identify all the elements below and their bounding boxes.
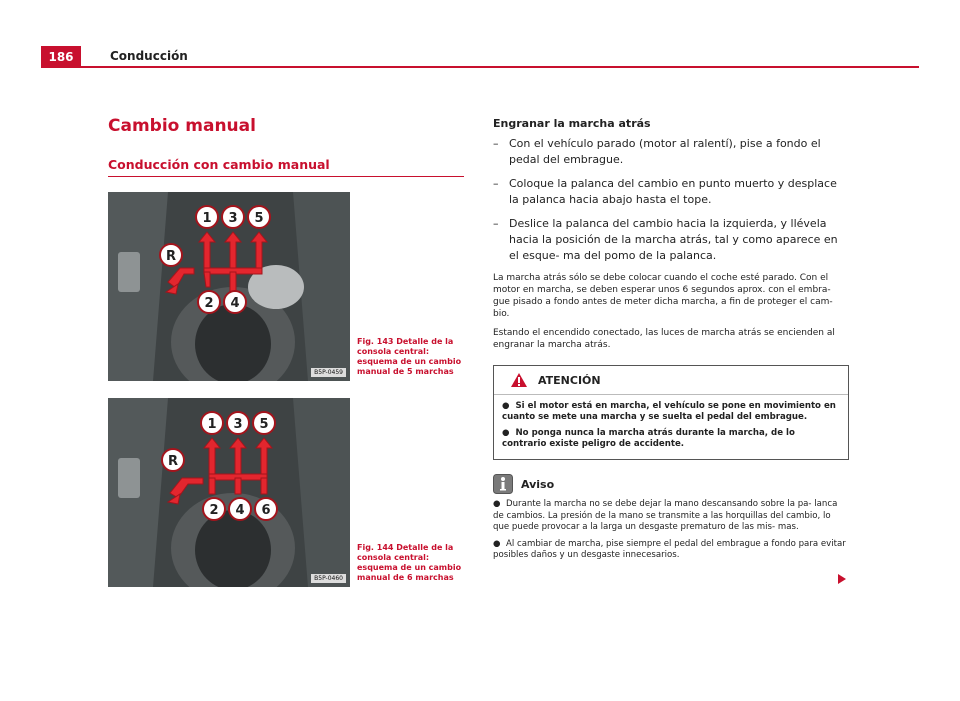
gear-label: 4 — [235, 503, 245, 518]
figure-gear-5speed — [108, 192, 350, 381]
note-item — [493, 539, 849, 562]
page-number: 186 — [41, 46, 81, 68]
gear-label: R — [165, 249, 177, 264]
gear-label: R — [167, 454, 179, 469]
warning-item-text: No ponga nunca la marcha atrás durante la marcha, de lo contrario existe peligro de accidente. — [502, 428, 795, 449]
body-paragraph: Estando el encendido conectado, las luces de marcha atrás se encienden al engranar la marcha atrás. — [493, 328, 835, 350]
step-item — [493, 136, 849, 168]
dash-marker: – — [493, 217, 499, 230]
step-item — [493, 216, 849, 264]
warning-body — [494, 395, 848, 459]
warning-title: ATENCIÓN — [538, 373, 601, 387]
section-subtitle: Conducción con cambio manual — [108, 157, 330, 172]
gear-label: 2 — [209, 503, 219, 518]
info-note-icon — [493, 474, 513, 494]
gear-label: 1 — [207, 417, 217, 432]
dash-marker: – — [493, 137, 499, 150]
figure-caption: Fig. 143 Detalle de la consola central: esquema de un cambio manual de 5 marchas — [357, 337, 462, 376]
note-title: Aviso — [521, 477, 555, 491]
reverse-heading: Engranar la marcha atrás — [493, 117, 651, 130]
warning-item — [502, 428, 840, 450]
bullet-marker: ● — [502, 401, 510, 411]
step-text: Con el vehículo parado (motor al ralentí), pise a fondo el pedal del embrague. — [509, 137, 821, 166]
bullet-marker: ● — [493, 499, 501, 509]
gearshift-5speed-illustration — [108, 192, 350, 381]
gearshift-6speed-illustration — [108, 398, 350, 587]
bullet-marker: ● — [493, 538, 501, 549]
gear-label: 6 — [261, 503, 271, 518]
note-item-text: Durante la marcha no se debe dejar la mano descansando sobre la pa- lanca de cambios. La presión de la mano se transmite a las horquillas del cambio, lo que puede provocar a la larga un desgaste prematuro de las mis- mas. — [493, 499, 838, 532]
subtitle-divider — [108, 176, 464, 177]
warning-item — [502, 401, 840, 423]
warning-header — [494, 366, 848, 395]
gear-label: 5 — [254, 211, 264, 226]
warning-item-text: Si el motor está en marcha, el vehículo se pone en movimiento en cuanto se mete una marcha y se suelta el pedal del embrague. — [502, 401, 836, 422]
note-item-text: Al cambiar de marcha, pise siempre el pedal del embrague a fondo para evitar posibles daños y un desgaste innecesarios. — [493, 538, 846, 560]
step-item — [493, 176, 849, 208]
gear-label: 3 — [228, 211, 238, 226]
gear-label: 1 — [202, 211, 212, 226]
gear-label: 4 — [230, 296, 240, 311]
step-text: Coloque la palanca del cambio en punto muerto y desplace la palanca hacia abajo hasta el tope. — [509, 177, 837, 206]
figure-caption: Fig. 144 Detalle de la consola central: esquema de un cambio manual de 6 marchas — [357, 543, 462, 582]
figure-code: B5P-0459 — [311, 368, 346, 377]
page-title: Cambio manual — [108, 116, 256, 136]
warning-box — [493, 365, 849, 460]
section-title: Conducción — [110, 49, 188, 63]
continue-arrow-icon — [838, 574, 846, 584]
dash-marker: – — [493, 177, 499, 190]
note-item — [493, 499, 849, 534]
right-column — [493, 117, 849, 567]
gear-label: 5 — [259, 417, 269, 432]
figure-code: B5P-0460 — [311, 574, 346, 583]
bullet-marker: ● — [502, 428, 510, 438]
body-paragraph: La marcha atrás sólo se debe colocar cuando el coche esté parado. Con el motor en marcha, se deben esperar unos 6 segundos aprox. con el embra- gue pisado a fondo antes de meter dicha marcha, a fin de proteger el cam- bio. — [493, 273, 833, 319]
note-section — [493, 474, 849, 562]
step-text: Deslice la palanca del cambio hacia la izquierda, y llévela hacia la posición de la marcha atrás, tal y como aparece en el esque- ma del pomo de la palanca. — [509, 217, 838, 262]
note-header — [493, 474, 849, 494]
warning-triangle-icon — [510, 372, 528, 388]
figure-gear-6speed — [108, 398, 350, 587]
gear-label: 2 — [204, 296, 214, 311]
gear-label: 3 — [233, 417, 243, 432]
header-divider — [41, 66, 919, 68]
